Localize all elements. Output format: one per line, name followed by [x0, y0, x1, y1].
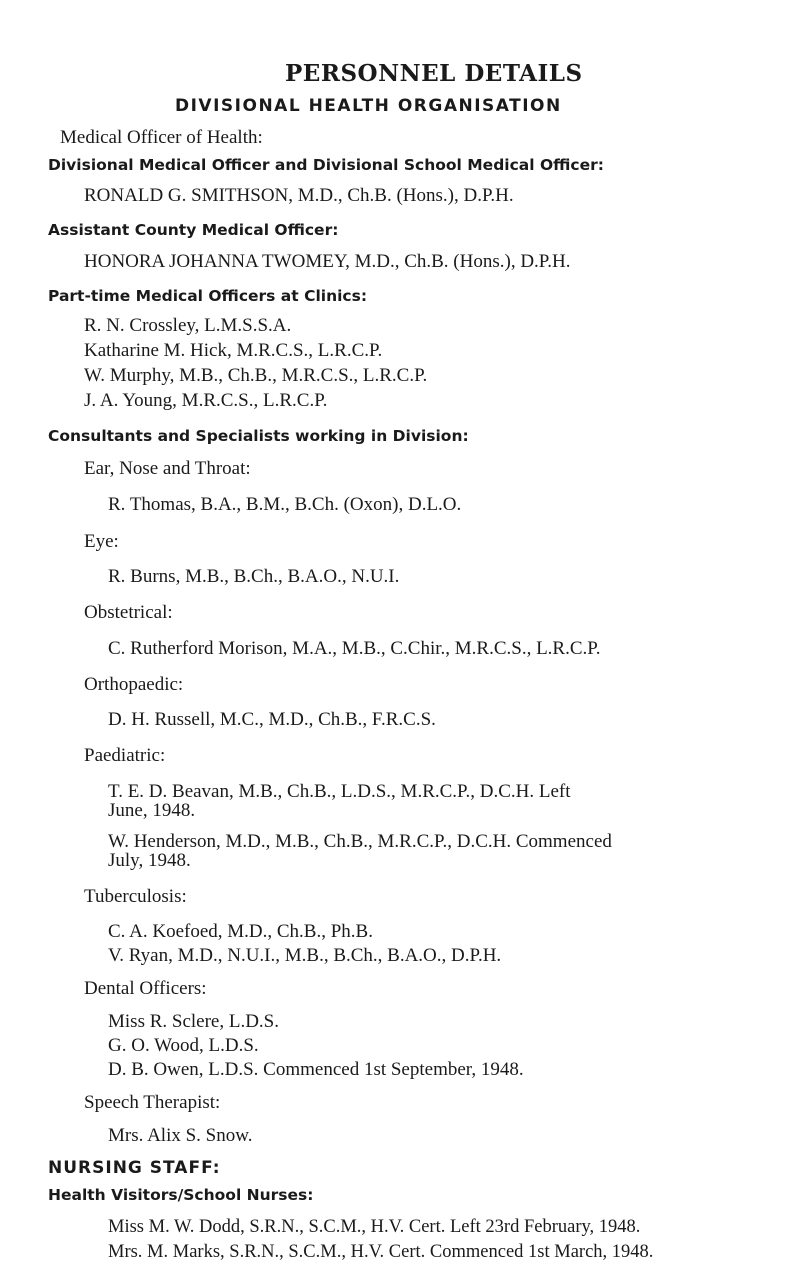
parttime-officer: J. A. Young, M.R.C.S., L.R.C.P. [84, 390, 328, 411]
paediatric-consultant-note: June, 1948. [108, 800, 196, 821]
speech-heading: Speech Therapist: [84, 1092, 221, 1113]
health-visitors-heading: Health Visitors/School Nurses: [48, 1186, 314, 1204]
paediatric-consultant-note: July, 1948. [108, 850, 191, 871]
nursing-heading: NURSING STAFF: [48, 1158, 221, 1178]
tuberculosis-heading: Tuberculosis: [84, 886, 187, 907]
parttime-officer: Katharine M. Hick, M.R.C.S., L.R.C.P. [84, 340, 383, 361]
orthopaedic-consultant: D. H. Russell, M.C., M.D., Ch.B., F.R.C.S. [108, 709, 436, 730]
parttime-heading: Part-time Medical Officers at Clinics: [48, 287, 368, 305]
eye-heading: Eye: [84, 531, 119, 552]
dmo-heading: Divisional Medical Officer and Divisional School Medical Officer: [48, 156, 604, 174]
ent-consultant: R. Thomas, B.A., B.M., B.Ch. (Oxon), D.L.O. [108, 494, 462, 515]
obstetrical-heading: Obstetrical: [84, 602, 173, 623]
dmo-name: RONALD G. SMITHSON, M.D., Ch.B. (Hons.), D.P.H. [84, 185, 514, 206]
moh-heading: Medical Officer of Health: [60, 127, 263, 148]
tuberculosis-consultant: C. A. Koefoed, M.D., Ch.B., Ph.B. [108, 921, 373, 942]
parttime-officer: W. Murphy, M.B., Ch.B., M.R.C.S., L.R.C.P. [84, 365, 428, 386]
paediatric-consultant: T. E. D. Beavan, M.B., Ch.B., L.D.S., M.R.C.P., D.C.H. Left [108, 781, 571, 802]
eye-consultant: R. Burns, M.B., B.Ch., B.A.O., N.U.I. [108, 566, 400, 587]
nurse-entry: Mrs. M. Marks, S.R.N., S.C.M., H.V. Cert. Commenced 1st March, 1948. [108, 1242, 654, 1262]
speech-therapist: Mrs. Alix S. Snow. [108, 1125, 253, 1146]
paediatric-consultant: W. Henderson, M.D., M.B., Ch.B., M.R.C.P., D.C.H. Commenced [108, 831, 612, 852]
orthopaedic-heading: Orthopaedic: [84, 674, 184, 695]
consultants-heading: Consultants and Specialists working in Division: [48, 427, 469, 445]
ent-heading: Ear, Nose and Throat: [84, 458, 251, 479]
section-subtitle: DIVISIONAL HEALTH ORGANISATION [175, 96, 562, 116]
acmo-heading: Assistant County Medical Officer: [48, 221, 339, 239]
dental-officer: D. B. Owen, L.D.S. Commenced 1st September, 1948. [108, 1059, 524, 1080]
paediatric-heading: Paediatric: [84, 745, 166, 766]
acmo-name: HONORA JOHANNA TWOMEY, M.D., Ch.B. (Hons.), D.P.H. [84, 251, 571, 272]
obstetrical-consultant: C. Rutherford Morison, M.A., M.B., C.Chir., M.R.C.S., L.R.C.P. [108, 638, 601, 659]
dental-heading: Dental Officers: [84, 978, 207, 999]
parttime-officer: R. N. Crossley, L.M.S.S.A. [84, 315, 292, 336]
tuberculosis-consultant: V. Ryan, M.D., N.U.I., M.B., B.Ch., B.A.O., D.P.H. [108, 945, 502, 966]
page-title: PERSONNEL DETAILS [285, 60, 583, 87]
nurse-entry: Miss M. W. Dodd, S.R.N., S.C.M., H.V. Cert. Left 23rd February, 1948. [108, 1217, 641, 1237]
dental-officer: G. O. Wood, L.D.S. [108, 1035, 259, 1056]
dental-officer: Miss R. Sclere, L.D.S. [108, 1011, 279, 1032]
